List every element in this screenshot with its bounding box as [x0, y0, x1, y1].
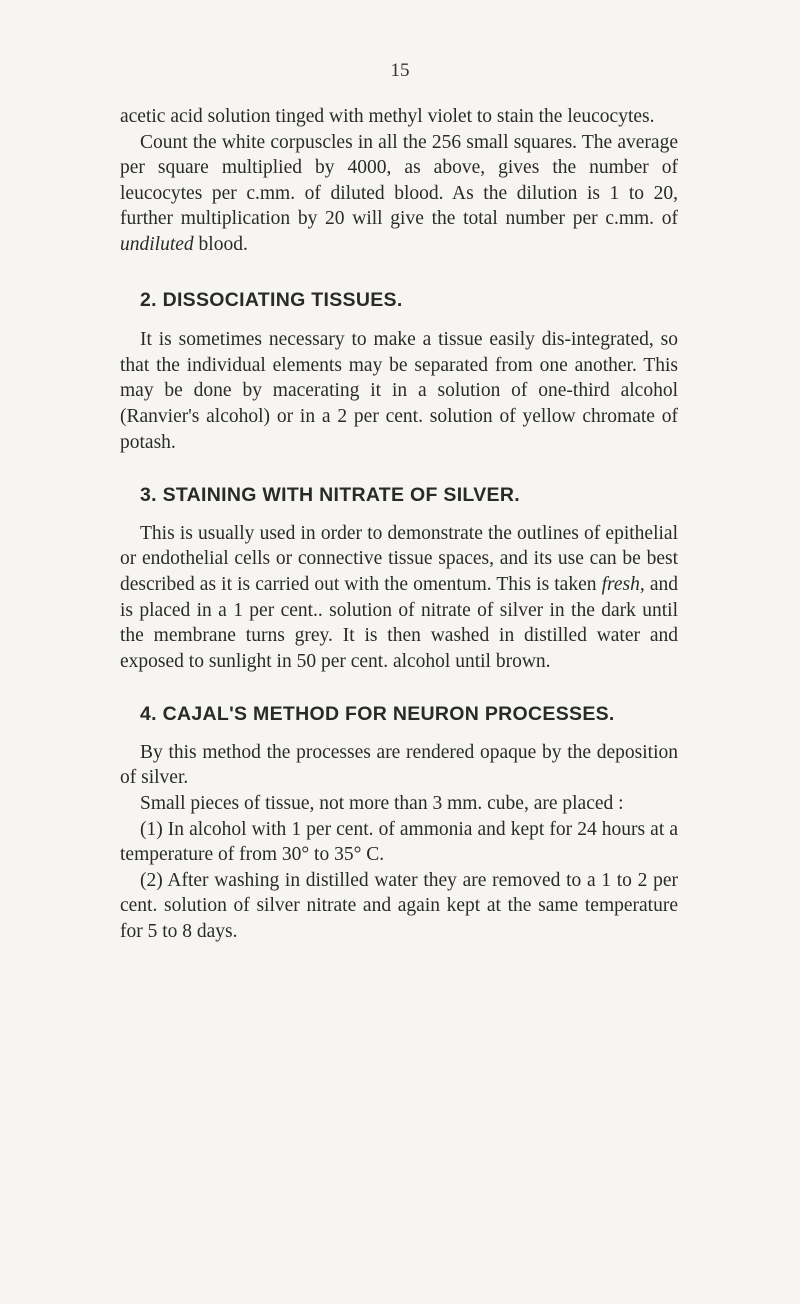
section2-paragraph: It is sometimes necessary to make a tissue easily dis-integrated, so that the individual elements may be separated from one another. This may be done by macerating it in a solution of one-third alcohol (Ranvier's alcohol) or in a 2 per cent. solution of yellow chromate of potash. [120, 329, 678, 453]
section-heading-staining: 3. STAINING WITH NITRATE OF SILVER. [140, 484, 520, 507]
section3-paragraph [120, 521, 678, 675]
section4-step-1: (1) In alcohol with 1 per cent. of ammonia and kept for 24 hours at a temperature of from 30° to 35° C. [120, 818, 678, 866]
intro-paragraph-2 [120, 130, 678, 258]
intro-paragraph-1: acetic acid solution tinged with methyl violet to stain the leucocytes. [120, 106, 655, 127]
intro-paragraph-2-end: blood. [198, 233, 248, 255]
section-heading-dissociating: 2. DISSOCIATING TISSUES. [140, 288, 403, 311]
section3-text-a: This is usually used in order to demonstrate the outlines of epithelial or endothelial cells or connective tissue spaces, and its use can be best described as it is carried out with the omentum. This is taken [120, 522, 678, 595]
section4-paragraph-1: By this method the processes are rendered opaque by the deposition of silver. [120, 741, 678, 789]
section3-emphasis-fresh: fresh, [601, 573, 645, 595]
section3-text-b: and is placed in a 1 per cent.. solution of nitrate of silver in the dark until the membrane turns grey. It is then washed in distilled water and exposed to sunlight in 50 per cent. alcohol until brown. [120, 573, 679, 672]
intro-paragraph-2-text: Count the white corpuscles in all the 256 small squares. The average per square multiplied by 4000, as above, gives the number of leucocytes per c.mm. of diluted blood. As the dilution is 1 to 20, further multiplication by 20 will give the total number per c.mm. of [120, 131, 678, 230]
section-heading-cajal: 4. CAJAL'S METHOD FOR NEURON PROCESSES. [140, 703, 615, 726]
section4-step-2: (2) After washing in distilled water they are removed to a 1 to 2 per cent. solution of silver nitrate and again kept at the same temperature for 5 to 8 days. [120, 869, 678, 943]
page-body [120, 104, 678, 945]
intro-emphasis-undiluted: undiluted [120, 233, 194, 255]
page-number: 15 [390, 60, 410, 81]
section4-paragraph-2: Small pieces of tissue, not more than 3 mm. cube, are placed : [140, 793, 624, 815]
